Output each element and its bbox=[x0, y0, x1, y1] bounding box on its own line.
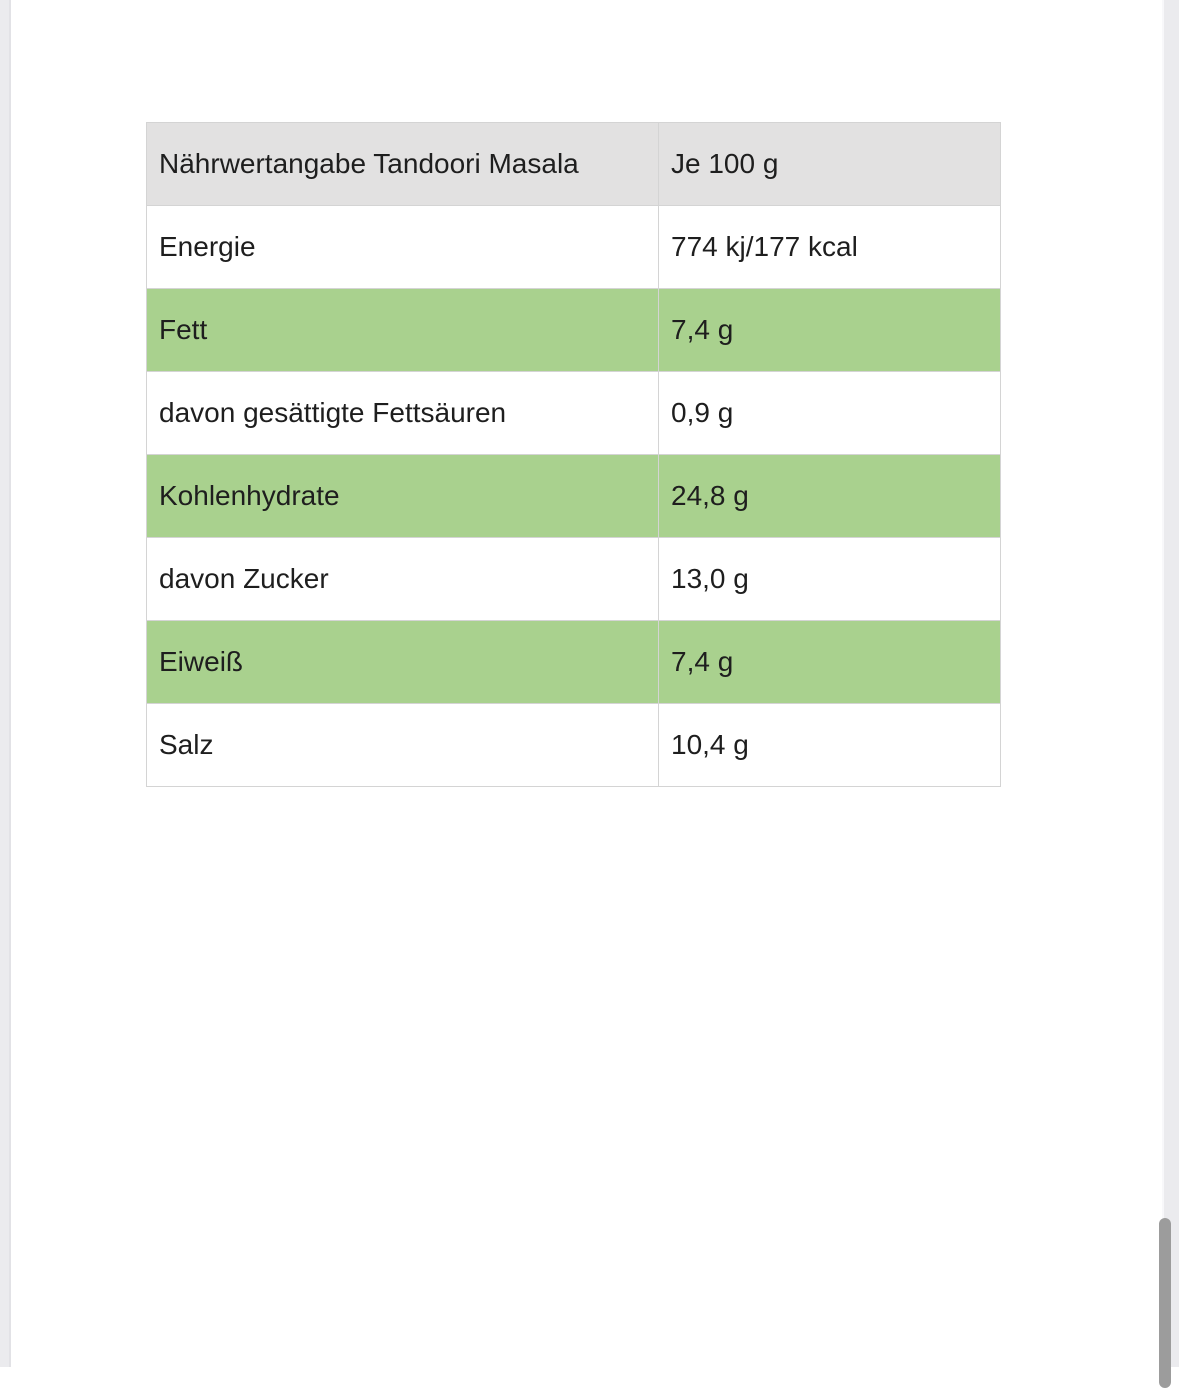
table-row bbox=[147, 372, 1001, 455]
row-label: davon Zucker bbox=[147, 538, 659, 621]
row-value: 7,4 g bbox=[659, 621, 1001, 704]
row-value: 774 kj/177 kcal bbox=[659, 206, 1001, 289]
document-page bbox=[11, 0, 1162, 1367]
row-label: Salz bbox=[147, 704, 659, 787]
row-value: 24,8 g bbox=[659, 455, 1001, 538]
page-left-edge bbox=[0, 0, 11, 1367]
row-label: Kohlenhydrate bbox=[147, 455, 659, 538]
row-label: Energie bbox=[147, 206, 659, 289]
row-label: Eiweiß bbox=[147, 621, 659, 704]
row-value: 10,4 g bbox=[659, 704, 1001, 787]
row-value: 13,0 g bbox=[659, 538, 1001, 621]
table-row bbox=[147, 289, 1001, 372]
row-label: davon gesättigte Fettsäuren bbox=[147, 372, 659, 455]
table-row bbox=[147, 621, 1001, 704]
table-row bbox=[147, 206, 1001, 289]
table-row bbox=[147, 538, 1001, 621]
page-right-edge bbox=[1162, 0, 1179, 1367]
row-value: 0,9 g bbox=[659, 372, 1001, 455]
table-row bbox=[147, 455, 1001, 538]
row-label: Fett bbox=[147, 289, 659, 372]
nutrition-table bbox=[146, 122, 1001, 787]
row-value: 7,4 g bbox=[659, 289, 1001, 372]
table-header-product: Nährwertangabe Tandoori Masala bbox=[147, 123, 659, 206]
table-header-row bbox=[147, 123, 1001, 206]
table-header-unit: Je 100 g bbox=[659, 123, 1001, 206]
table-row bbox=[147, 704, 1001, 787]
scrollbar-thumb[interactable] bbox=[1159, 1218, 1171, 1388]
